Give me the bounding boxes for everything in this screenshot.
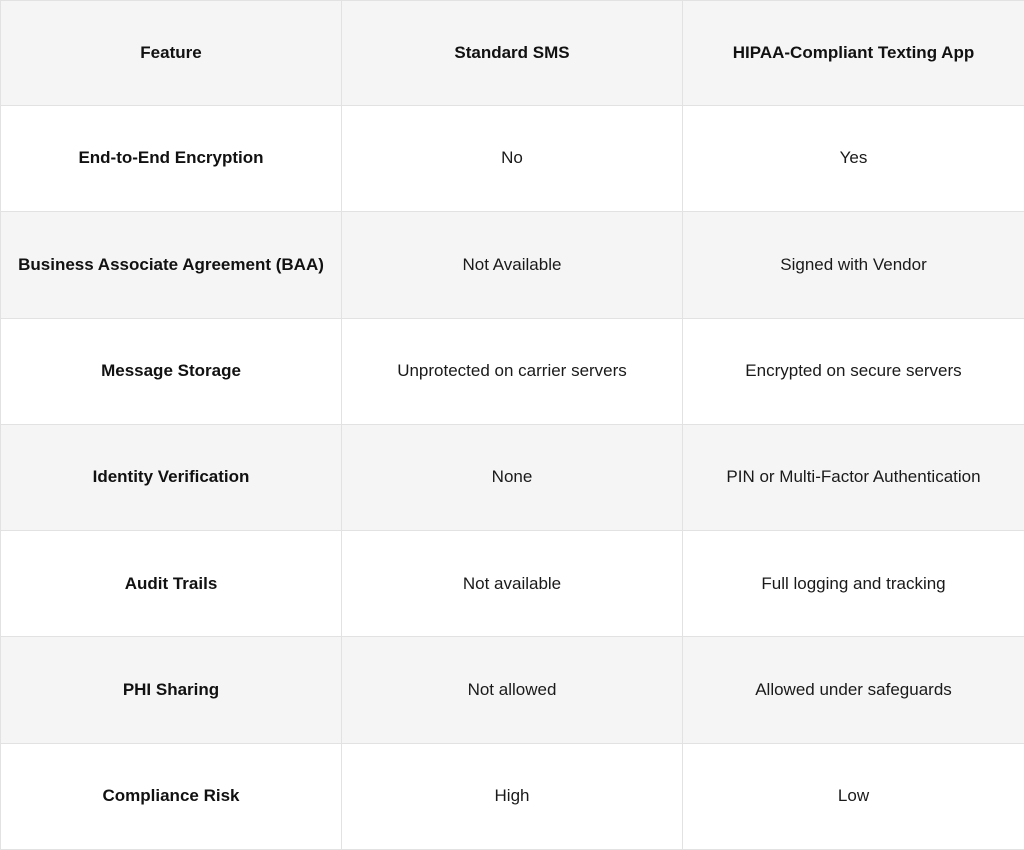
hipaa-app-cell: Yes [683,106,1024,212]
feature-cell: Business Associate Agreement (BAA) [1,212,342,318]
standard-sms-cell: None [342,424,683,530]
table-row [1,318,1024,424]
standard-sms-cell: Not available [342,531,683,637]
feature-cell: PHI Sharing [1,637,342,743]
table-row [1,531,1024,637]
header-hipaa-app: HIPAA-Compliant Texting App [683,1,1024,106]
table-row [1,106,1024,212]
feature-cell: Message Storage [1,318,342,424]
standard-sms-cell: No [342,106,683,212]
table-header [1,1,1024,106]
feature-cell: Audit Trails [1,531,342,637]
table-row [1,424,1024,530]
standard-sms-cell: Not allowed [342,637,683,743]
hipaa-app-cell: Full logging and tracking [683,531,1024,637]
table-row [1,212,1024,318]
header-standard-sms: Standard SMS [342,1,683,106]
header-row [1,1,1024,106]
hipaa-app-cell: Low [683,743,1024,849]
table-row [1,743,1024,849]
hipaa-app-cell: Allowed under safeguards [683,637,1024,743]
table-row [1,637,1024,743]
feature-cell: End-to-End Encryption [1,106,342,212]
hipaa-app-cell: Encrypted on secure servers [683,318,1024,424]
hipaa-app-cell: PIN or Multi-Factor Authentication [683,424,1024,530]
feature-cell: Compliance Risk [1,743,342,849]
standard-sms-cell: Not Available [342,212,683,318]
standard-sms-cell: High [342,743,683,849]
hipaa-app-cell: Signed with Vendor [683,212,1024,318]
feature-cell: Identity Verification [1,424,342,530]
standard-sms-cell: Unprotected on carrier servers [342,318,683,424]
header-feature: Feature [1,1,342,106]
table-body [1,106,1024,850]
